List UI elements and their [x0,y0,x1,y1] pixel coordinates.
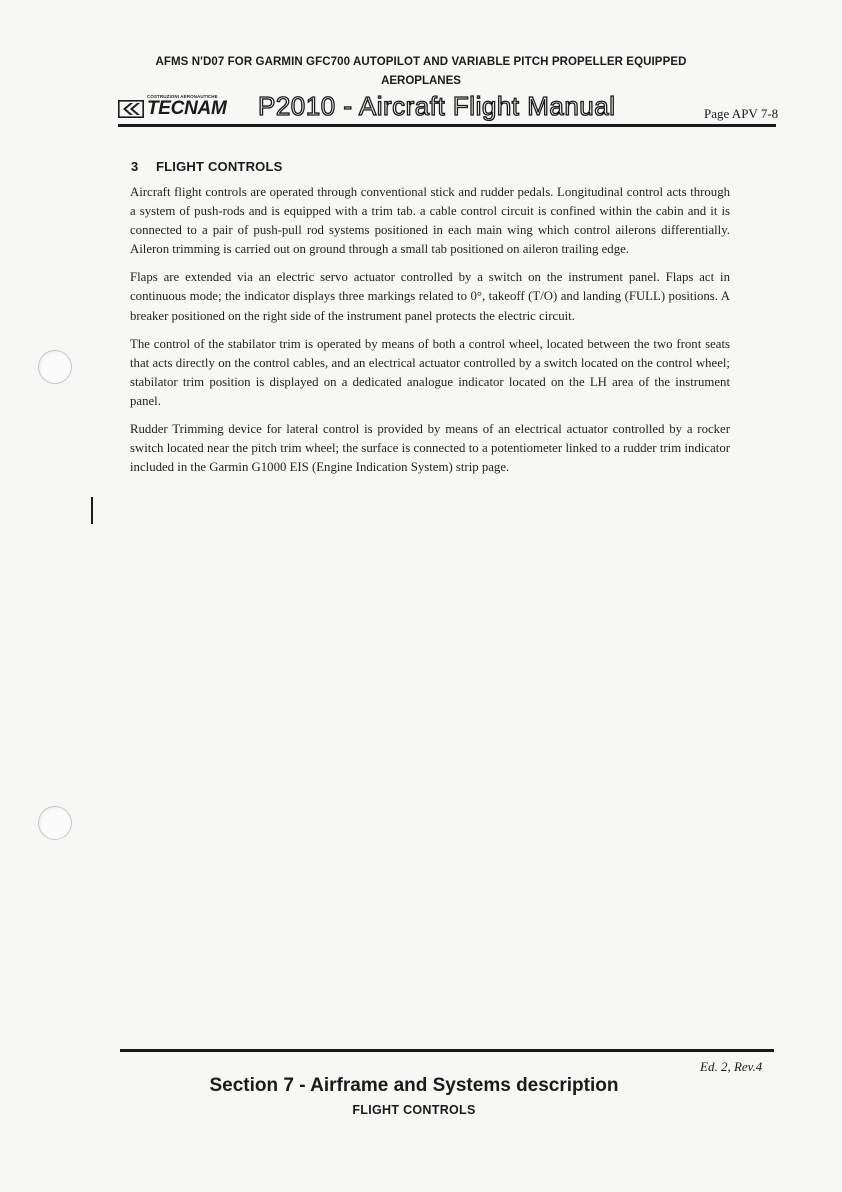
header-title-line1: AFMS N'D07 FOR GARMIN GFC700 AUTOPILOT AND VARIABLE PITCH PROPELLER EQUIPPED [155,56,687,68]
edition-revision: Ed. 2, Rev.4 [700,1059,763,1074]
body-text [130,183,730,486]
footer-subtitle: FLIGHT CONTROLS [352,1103,476,1117]
page-number: Page APV 7-8 [704,106,779,121]
footer-divider [120,1049,774,1052]
header-divider [118,124,776,127]
punch-hole-top [38,350,72,384]
paragraph-stabilator-trim: The control of the stabilator trim is operated by means of both a control wheel, located between the two front seats that acts directly on the control cables, and an electrical actuator controlled by a switch located on the control wheel; stabilator trim position is displayed on a dedicated analogue indicator located on the LH area of the instrument panel. [130,336,730,408]
logo-subtext: COSTRUZIONI AERONAUTICHE [147,94,218,99]
tecnam-chevron-icon [118,100,144,118]
punch-hole-bottom [38,806,72,840]
section-heading [131,159,283,174]
manual-title: P2010 - Aircraft Flight Manual [258,91,616,121]
section-title: FLIGHT CONTROLS [156,159,283,174]
header-title-line2: AEROPLANES [381,75,461,87]
footer-section-title: Section 7 - Airframe and Systems description [209,1075,619,1096]
paragraph-rudder-trim: Rudder Trimming device for lateral control is provided by means of an electrical actuator controlled by a rocker switch located near the pitch trim wheel; the surface is connected to a potentiometer linked to a rudder trim indicator included in the Garmin G1000 EIS (Engine Indication System) strip page. [130,422,730,475]
paragraph-flight-controls: Aircraft flight controls are operated through conventional stick and rudder pedals. Longitudinal control acts through a system of push-rods and is equipped with a trim tab. a cable control circuit is confined within the cabin and it is connected to a pair of push-pull rod systems positioned in each main wing which control ailerons differentially. Aileron trimming is carried out on ground through a small tab positioned on aileron trailing edge. [130,185,730,257]
revision-change-bar [91,497,93,524]
logo-wordmark: TECNAM [147,98,227,119]
paragraph-flaps: Flaps are extended via an electric servo actuator controlled by a switch on the instrument panel. Flaps act in continuous mode; the indicator displays three markings related to 0°, takeoff (T/O) and landing (FULL) positions. A breaker positioned on the right side of the instrument panel protects the electric circuit. [130,270,730,323]
section-number: 3 [131,159,139,174]
tecnam-logo [118,95,238,119]
